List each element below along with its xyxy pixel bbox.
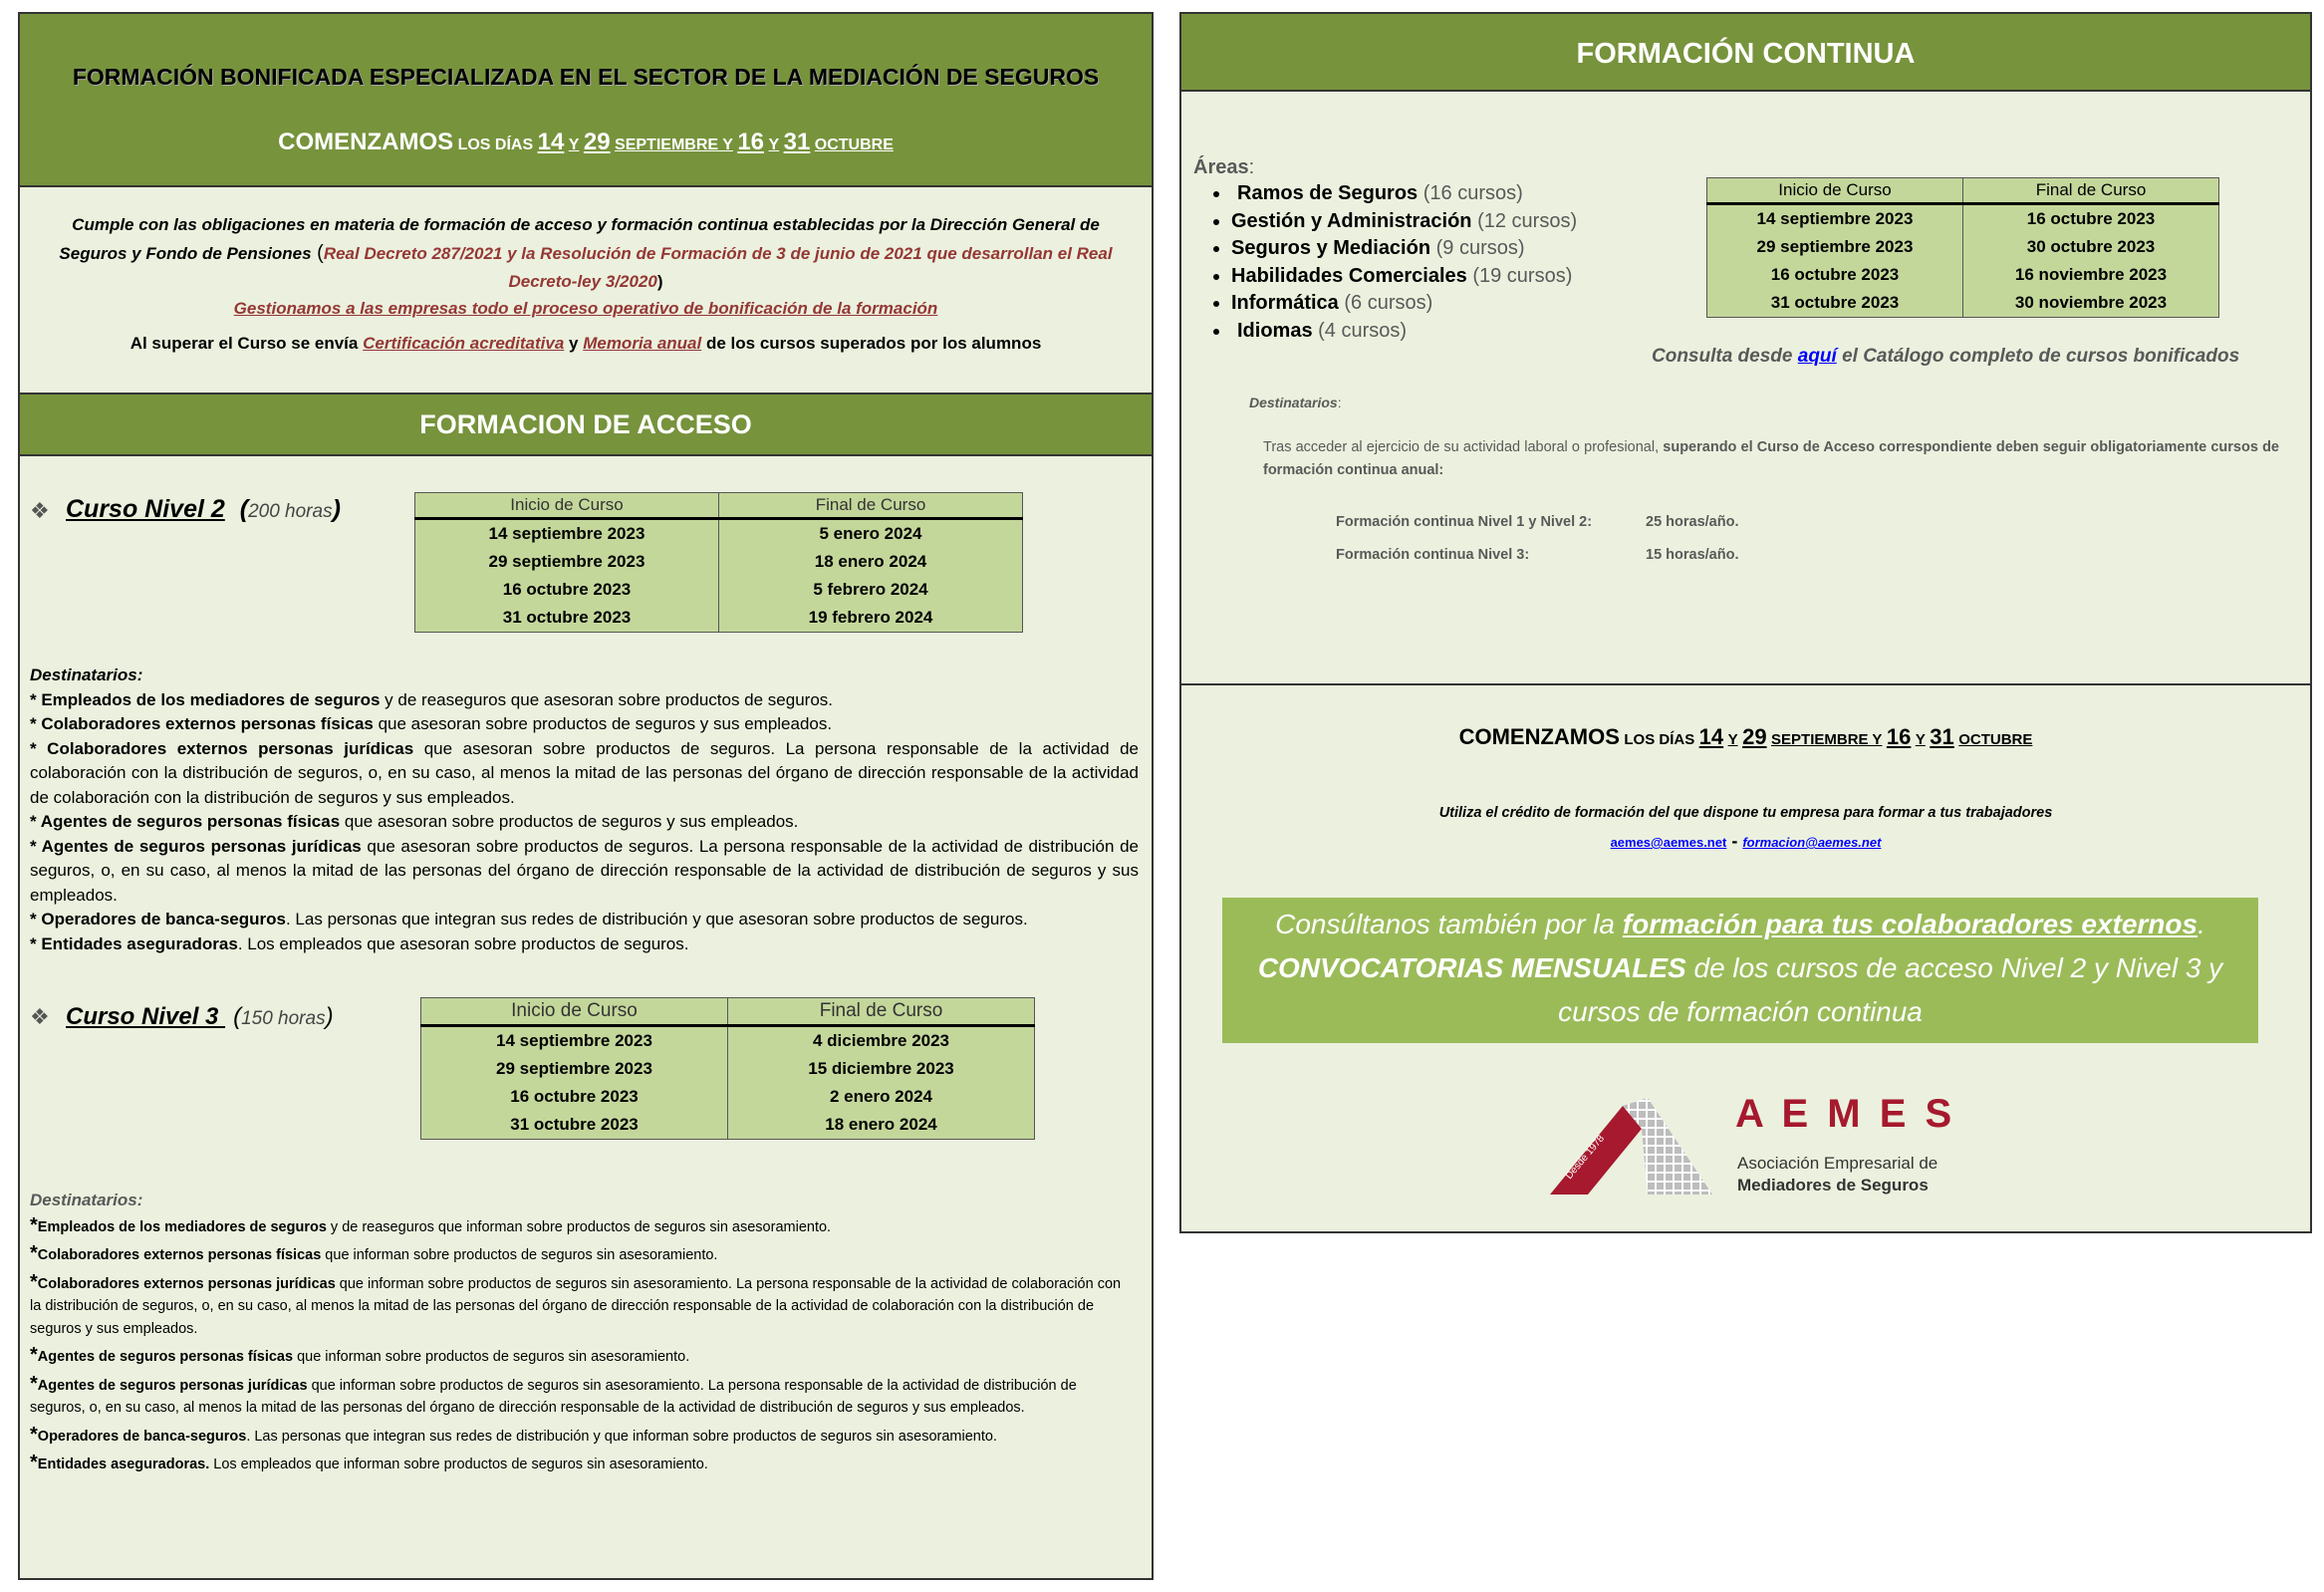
destinatarios-colon: :	[1337, 395, 1342, 410]
curso-nivel2-label: Curso Nivel 2	[66, 495, 225, 523]
right-divider	[1181, 683, 2310, 685]
date-14: 14	[537, 129, 565, 155]
continua-dates-table	[1706, 177, 2219, 318]
list-item: * Empleados de los mediadores de seguros y de reaseguros que asesoran sobre productos de seguros.	[30, 689, 834, 709]
cell: 4 diciembre 2023	[728, 1026, 1035, 1056]
dest-text-bold: superando el Curso de Acceso correspondiente deben seguir obligatoriamente cursos de formación continua anual:	[1263, 439, 2279, 478]
date-31: 31	[1930, 724, 1954, 749]
list-item: * Colaboradores externos personas jurídicas que asesoran sobre productos de seguros. La persona responsable de la actividad de colaboración con la distribución de seguros, o, en su caso, al menos la mitad de las personas del órgano de dirección responsable de la actividad de colaboración con la distribución de seguros y sus empleados.	[30, 738, 1140, 807]
promo-rest: de los cursos de acceso Nivel 2 y Nivel 3 y cursos de formación continua	[1558, 952, 2223, 1027]
list-item: • Ramos de Seguros (16 cursos)	[1231, 180, 1577, 208]
catalog-link[interactable]: aquí	[1797, 346, 1837, 367]
email-separator: -	[1726, 831, 1743, 851]
date-14: 14	[1698, 724, 1724, 749]
fc-row: Formación continua Nivel 1 y Nivel 2: 25 horas/año.	[1336, 514, 1739, 530]
cell: 31 octubre 2023	[1707, 289, 1963, 318]
cell: 16 noviembre 2023	[1963, 261, 2219, 289]
y-text: Y	[568, 136, 580, 153]
acceso-header	[20, 393, 1152, 456]
diamond-bullet-icon: ❖	[30, 498, 50, 523]
aemes-logo-icon	[1548, 1092, 1747, 1201]
hours-close: )	[325, 1003, 334, 1030]
promo-dot: .	[2197, 909, 2205, 939]
cell: 2 enero 2024	[728, 1083, 1035, 1111]
y-connector: y	[564, 334, 584, 353]
curso-nivel2-title	[66, 495, 341, 524]
destinatarios-title: Destinatarios:	[30, 1191, 143, 1209]
table-row	[421, 1111, 1035, 1140]
paren-close: )	[656, 272, 663, 291]
cell: 16 octubre 2023	[415, 576, 719, 604]
destinatarios-title: Destinatarios	[1249, 395, 1338, 410]
logo-name: A E M E S	[1735, 1092, 1956, 1136]
table-row	[415, 548, 1023, 576]
cell: 29 septiembre 2023	[421, 1055, 728, 1083]
date-29: 29	[583, 129, 611, 155]
table-row	[421, 1083, 1035, 1111]
continua-destinatarios-text	[1263, 436, 2279, 482]
credit-text: Utiliza el crédito de formación del que dispone tu empresa para formar a tus trabajadores	[1438, 805, 2053, 821]
col-inicio: Inicio de Curso	[1707, 178, 1963, 204]
memoria-link[interactable]: Memoria anual	[583, 334, 702, 353]
hours-open: (	[239, 495, 249, 523]
list-item: • Idiomas (4 cursos)	[1231, 318, 1577, 346]
table-row	[415, 576, 1023, 604]
areas-label	[1193, 156, 1254, 179]
nivel2-destinatarios	[30, 663, 1139, 956]
intro-text: Cumple con las obligaciones en materia de formación de acceso y formación continua establecidas por la Dirección General de Seguros y Fondo de Pensiones	[59, 215, 1100, 263]
catalog-post: el Catálogo completo de cursos bonificados	[1836, 346, 2240, 367]
y-text: Y	[1727, 731, 1738, 748]
curso-nivel2-hours: 200 horas	[248, 501, 333, 522]
emails	[1181, 831, 2310, 852]
list-item: * Entidades aseguradoras. Los empleados que asesoran sobre productos de seguros.	[30, 933, 689, 953]
list-item: *Agentes de seguros personas físicas que informan sobre productos de seguros sin asesoramiento.	[30, 1344, 690, 1366]
cell: 15 diciembre 2023	[728, 1055, 1035, 1083]
hours-close: )	[332, 495, 341, 523]
table-row	[421, 1026, 1035, 1056]
cell: 30 noviembre 2023	[1963, 289, 2219, 318]
table-row	[1707, 204, 2219, 234]
cell: 16 octubre 2023	[421, 1083, 728, 1111]
right-header	[1181, 14, 2310, 92]
curso-nivel3-label: Curso Nivel 3	[66, 1003, 226, 1030]
comenzamos-text: COMENZAMOS	[1458, 724, 1620, 749]
date-31: 31	[783, 129, 811, 155]
fc-row: Formación continua Nivel 3: 15 horas/año.	[1336, 547, 1739, 563]
promo-box	[1222, 898, 2258, 1043]
areas-label-text: Áreas	[1193, 156, 1249, 178]
start-dates	[20, 129, 1152, 156]
curso-nivel3-hours: 150 horas	[241, 1008, 326, 1029]
cell: 5 febrero 2024	[719, 576, 1023, 604]
nivel3-destinatarios	[30, 1190, 1136, 1476]
cell: 14 septiembre 2023	[421, 1026, 728, 1056]
nivel3-dates-table	[420, 997, 1035, 1140]
header-title: FORMACIÓN BONIFICADA ESPECIALIZADA EN EL SECTOR DE LA MEDIACIÓN DE SEGUROS	[72, 64, 1100, 90]
table-row	[1707, 233, 2219, 261]
date-29: 29	[1742, 724, 1767, 749]
fc-hours	[1336, 506, 1738, 572]
list-item: *Agentes de seguros personas jurídicas que informan sobre productos de seguros sin asesoramiento. La persona responsable de la actividad de distribución de seguros, o, en su caso, al menos la mitad de las personas del órgano de dirección responsable de la actividad de distribución de seguros y sus empleados.	[30, 1372, 1077, 1416]
table-row	[415, 519, 1023, 549]
date-16: 16	[1886, 724, 1912, 749]
aemes-logo	[1548, 1092, 1966, 1201]
cell: 30 octubre 2023	[1963, 233, 2219, 261]
list-item: * Agentes de seguros personas físicas que asesoran sobre productos de seguros y sus empleados.	[30, 812, 799, 831]
convocatorias-text: CONVOCATORIAS MENSUALES	[1257, 952, 1686, 983]
cell: 14 septiembre 2023	[1707, 204, 1963, 234]
comenzamos-text: COMENZAMOS	[278, 129, 454, 155]
intro-block	[40, 211, 1132, 358]
cell: 31 octubre 2023	[421, 1111, 728, 1140]
col-final: Final de Curso	[719, 493, 1023, 519]
logo-line2: Mediadores de Seguros	[1737, 1176, 1929, 1194]
list-item: * Agentes de seguros personas jurídicas que asesoran sobre productos de seguros. La persona responsable de la actividad de distribución de seguros, o, en su caso, al menos la mitad de las personas del órgano de dirección responsable de la actividad de distribución de seguros y sus empleados.	[30, 836, 1139, 905]
list-item: *Empleados de los mediadores de seguros y de reaseguros que informan sobre productos de seguros sin asesoramiento.	[30, 1213, 832, 1236]
certificacion-line	[40, 330, 1132, 358]
certificacion-link[interactable]: Certificación acreditativa	[363, 334, 565, 353]
septiembre-text: SEPTIEMBRE Y	[1771, 731, 1883, 748]
cert-tail-text: de los cursos superados por los alumnos	[701, 334, 1042, 353]
logo-since-text: Desde 1978	[1563, 1133, 1607, 1182]
y-text-2: Y	[768, 136, 780, 153]
cell: 31 octubre 2023	[415, 604, 719, 633]
los-dias-text: LOS DÍAS	[457, 136, 534, 153]
y-text-2: Y	[1915, 731, 1926, 748]
continua-destinatarios-title	[1249, 395, 1342, 410]
cell: 29 septiembre 2023	[415, 548, 719, 576]
cell: 18 enero 2024	[728, 1111, 1035, 1140]
dest-text: Tras acceder al ejercicio de su actividad laboral o profesional,	[1263, 439, 1664, 455]
octubre-text: OCTUBRE	[814, 136, 894, 153]
gestionamos-link[interactable]: Gestionamos a las empresas todo el proceso operativo de bonificación de la formación	[233, 299, 938, 318]
cell: 18 enero 2024	[719, 548, 1023, 576]
col-final: Final de Curso	[1963, 178, 2219, 204]
list-item: • Seguros y Mediación (9 cursos)	[1231, 235, 1577, 263]
right-panel	[1179, 12, 2312, 1233]
colaboradores-link[interactable]: formación para tus colaboradores externos	[1622, 909, 2198, 939]
list-item: *Colaboradores externos personas físicas que informan sobre productos de seguros sin asesoramiento.	[30, 1242, 718, 1264]
acceso-title: FORMACION DE ACCESO	[419, 409, 752, 439]
cell: 5 enero 2024	[719, 519, 1023, 549]
curso-nivel3-title	[66, 1003, 334, 1031]
date-16: 16	[737, 129, 765, 155]
email-formacion-link[interactable]: formacion@aemes.net	[1742, 835, 1882, 850]
hours-open: (	[233, 1003, 242, 1030]
formacion-continua-title: FORMACIÓN CONTINUA	[1576, 38, 1916, 70]
septiembre-text: SEPTIEMBRE Y	[615, 136, 733, 153]
cell: 16 octubre 2023	[1707, 261, 1963, 289]
al-superar-text: Al superar el Curso se envía	[129, 334, 364, 353]
list-item: *Colaboradores externos personas jurídicas que informan sobre productos de seguros sin asesoramiento. La persona responsable de la actividad de colaboración con la distribución de seguros, o, en su caso, al menos la mitad de las personas del órgano de dirección responsable de la actividad de colaboración con la distribución de seguros y sus empleados.	[30, 1270, 1122, 1337]
legal-reference: Real Decreto 287/2021 y la Resolución de Formación de 3 de junio de 2021 que desarrollan el Real Decreto-ley 3/2020	[323, 244, 1113, 291]
logo-line1: Asociación Empresarial de	[1737, 1154, 1938, 1173]
list-item: *Entidades aseguradoras. Los empleados que informan sobre productos de seguros sin asesoramiento.	[30, 1452, 708, 1473]
octubre-text: OCTUBRE	[1958, 731, 2033, 748]
list-item: • Habilidades Comerciales (19 cursos)	[1231, 263, 1577, 291]
email-aemes-link[interactable]: aemes@aemes.net	[1610, 835, 1727, 850]
table-row	[1707, 289, 2219, 318]
promo-pre: Consúltanos también por la	[1275, 909, 1623, 939]
table-row	[415, 604, 1023, 633]
list-item: *Operadores de banca-seguros. Las personas que integran sus redes de distribución y que informan sobre productos de seguros sin asesoramiento.	[30, 1423, 997, 1446]
nivel2-dates-table	[414, 492, 1023, 633]
col-inicio: Inicio de Curso	[415, 493, 719, 519]
right-start-dates	[1181, 724, 2310, 750]
areas-colon: :	[1248, 156, 1255, 178]
left-panel	[18, 12, 1154, 1580]
cell: 14 septiembre 2023	[415, 519, 719, 549]
cell: 19 febrero 2024	[719, 604, 1023, 633]
catalog-line	[1652, 346, 2239, 368]
cell: 29 septiembre 2023	[1707, 233, 1963, 261]
list-item: * Operadores de banca-seguros. Las personas que integran sus redes de distribución y que asesoran sobre productos de seguros.	[30, 910, 1028, 929]
left-header	[20, 14, 1152, 187]
diamond-bullet-icon: ❖	[30, 1004, 50, 1029]
cell: 16 octubre 2023	[1963, 204, 2219, 234]
col-inicio: Inicio de Curso	[421, 998, 728, 1026]
destinatarios-title: Destinatarios:	[30, 665, 143, 684]
paren-open: (	[311, 242, 324, 264]
table-row	[421, 1055, 1035, 1083]
list-item: * Colaboradores externos personas físicas que asesoran sobre productos de seguros y sus empleados.	[30, 714, 833, 733]
catalog-pre: Consulta desde	[1652, 346, 1798, 367]
areas-list	[1209, 180, 1577, 345]
list-item: • Informática (6 cursos)	[1231, 290, 1577, 318]
col-final: Final de Curso	[728, 998, 1035, 1026]
list-item: • Gestión y Administración (12 cursos)	[1231, 208, 1577, 236]
los-dias-text: LOS DÍAS	[1624, 731, 1695, 748]
table-row	[1707, 261, 2219, 289]
